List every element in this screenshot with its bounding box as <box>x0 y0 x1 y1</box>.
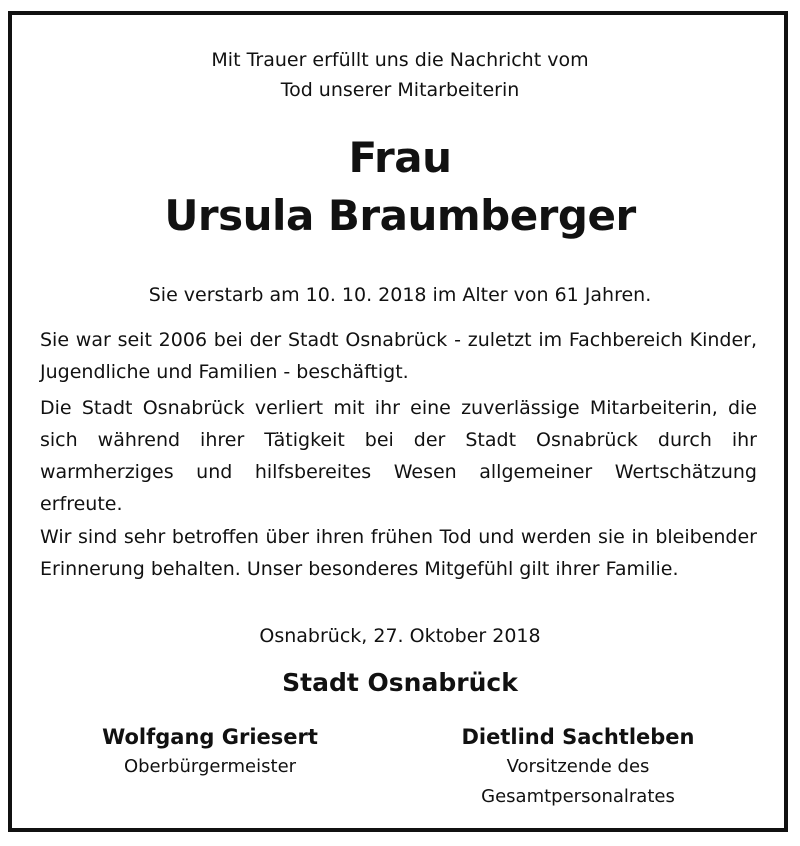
title-line-1: Frau <box>348 133 452 182</box>
death-date-line: Sie verstarb am 10. 10. 2018 im Alter von 61 Jahren. <box>148 284 652 306</box>
signatory-right-name: Dietlind Sachtleben <box>461 725 695 749</box>
place-date: Osnabrück, 27. Oktober 2018 <box>259 625 541 647</box>
organization-name: Stadt Osnabrück <box>282 668 518 697</box>
intro-line-1: Mit Trauer erfüllt uns die Nachricht vom <box>211 49 589 71</box>
intro-line-2: Tod unserer Mitarbeiterin <box>280 79 520 101</box>
signatory-right <box>448 722 708 812</box>
deceased-name <box>0 129 800 245</box>
signatory-left-name: Wolfgang Griesert <box>102 725 318 749</box>
condolence-paragraph: Wir sind sehr betroffen über ihren frühen Tod und werden sie in bleibender Erinnerung behalten. Unser besonderes Mitgefühl gilt ihrer Familie. <box>40 526 757 580</box>
signatory-right-role-line-1: Vorsitzende des <box>506 756 650 777</box>
signatory-right-role-line-2: Gesamtpersonalrates <box>481 786 675 807</box>
title-line-2: Ursula Braumberger <box>164 191 636 240</box>
signatory-left-role: Oberbürgermeister <box>123 756 297 777</box>
signatory-left <box>80 722 340 782</box>
intro-text <box>0 45 800 105</box>
tribute-paragraph: Die Stadt Osnabrück verliert mit ihr eine zuverlässige Mitarbeiterin, die sich während ihrer Tätigkeit bei der Stadt Osnabrück durch ihr warmherziges und hilfsbereites Wesen allgemeiner Wertschätzung erfreute. <box>40 397 757 515</box>
employment-paragraph: Sie war seit 2006 bei der Stadt Osnabrück - zuletzt im Fachbereich Kinder, Jugendliche und Familien - beschäftigt. <box>40 329 757 383</box>
